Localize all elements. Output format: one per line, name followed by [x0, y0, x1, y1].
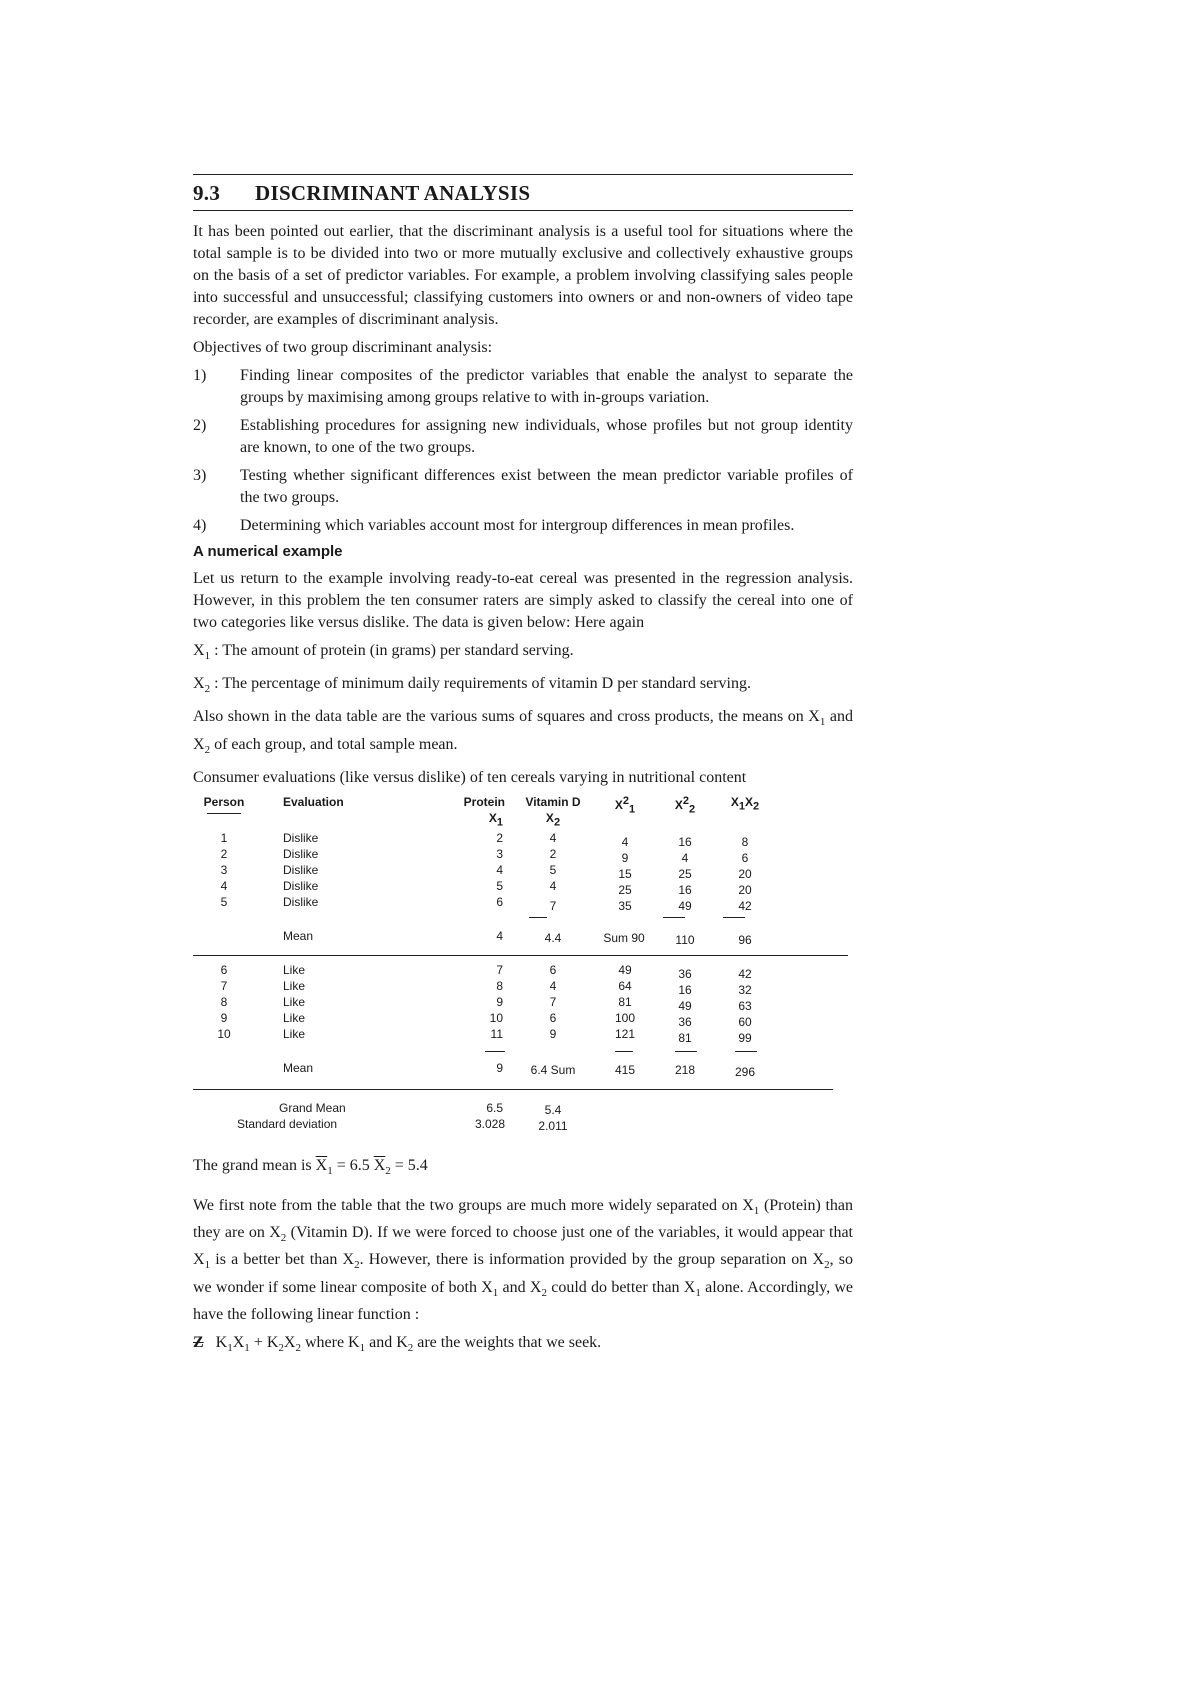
cell-x1: 6.5 — [486, 1100, 503, 1115]
cell-x1sq: 121 — [614, 1026, 636, 1041]
cell-x1sq: 49 — [618, 962, 632, 977]
section-title: DISCRIMINANT ANALYSIS — [255, 181, 531, 205]
subscript: 2 — [204, 683, 211, 696]
text-run: Also shown in the data table are the various sums of squares and cross products, the means on X — [193, 708, 820, 726]
subscript: 2 — [204, 743, 211, 756]
group-divider — [193, 955, 848, 956]
header-vitamin: Vitamin D — [525, 794, 581, 809]
cell-x1: 2 — [496, 830, 503, 845]
cell-x1sq: 4 — [621, 834, 629, 849]
cell-person: 4 — [220, 878, 228, 893]
cell-x1: 3 — [496, 846, 503, 861]
cell-evaluation: Dislike — [283, 862, 319, 877]
cell-x2sq: 36 — [678, 1014, 692, 1029]
cell-evaluation: Like — [283, 1010, 306, 1025]
subscript: 1 — [753, 1205, 760, 1218]
cell-x1: 6 — [496, 894, 503, 909]
subscript: 2 — [541, 1286, 547, 1299]
cell-x1: 11 — [490, 1026, 503, 1041]
superscript: 2 — [622, 794, 629, 807]
subscript: 1 — [244, 1341, 250, 1354]
text-run: are the weights that we seek. — [413, 1333, 602, 1351]
text-run: could do better than X — [546, 1278, 696, 1296]
cell-x2: 6 — [549, 1010, 557, 1025]
cell-x1sq: Sum 90 — [603, 930, 645, 945]
cell-evaluation: Dislike — [283, 878, 319, 893]
cell-evaluation: Dislike — [283, 894, 319, 909]
cell-person: 10 — [217, 1026, 231, 1041]
heading-rule — [193, 210, 853, 211]
cell-x1x2: 20 — [738, 866, 752, 881]
cell-x1sq: 64 — [618, 978, 632, 993]
text-run: and K — [365, 1333, 408, 1351]
subscript: 2 — [824, 1259, 830, 1272]
x-bar: $\overline{X}$ — [315, 1156, 328, 1174]
text-run: X — [232, 1333, 245, 1351]
cell-person: 8 — [220, 994, 228, 1009]
cell-x2: 7 — [549, 994, 557, 1009]
sum-line — [615, 1051, 633, 1052]
cell-x1x2: 6 — [741, 850, 749, 865]
cell-person: 3 — [220, 862, 228, 877]
linear-function-formula — [193, 1332, 853, 1359]
subscript: 1 — [359, 1341, 366, 1354]
subscript: 1 — [629, 803, 636, 816]
cell-person: 9 — [220, 1010, 228, 1025]
list-item — [193, 515, 853, 537]
text-run: alone. Accordingly, we have the following linear function : — [193, 1278, 854, 1323]
section-number: 9.3 — [193, 181, 221, 205]
text-run: where K — [300, 1333, 360, 1351]
text-run: + — [249, 1333, 267, 1351]
header-text: X — [674, 797, 683, 812]
header-x2-squared — [663, 795, 707, 815]
list-number: 1) — [193, 367, 207, 384]
text-run: is a better bet than X — [210, 1251, 355, 1269]
text-run: = 6.5 — [332, 1156, 374, 1174]
subscript: 2 — [753, 800, 760, 813]
x-bar: $\overline{X}$ — [373, 1156, 386, 1174]
header-x1x2 — [723, 795, 767, 812]
subscript: 2 — [385, 1164, 391, 1177]
cell-x2: 4 — [549, 878, 557, 893]
subscript: 1 — [819, 716, 826, 729]
cell-person: 5 — [220, 894, 228, 909]
subscript: 2 — [280, 1232, 287, 1245]
cell-x1sq: 100 — [614, 1010, 636, 1025]
header-person: Person — [203, 794, 245, 809]
x2-definition-text: : The percentage of minimum daily requirements of vitamin D per standard serving. — [210, 675, 751, 693]
list-number: 3) — [193, 467, 207, 484]
cell-evaluation: Dislike — [283, 846, 319, 861]
list-text: Determining which variables account most for intergroup differences in mean profiles. — [240, 517, 795, 534]
cell-x1x2: 8 — [741, 834, 749, 849]
text-run: and X — [193, 708, 853, 753]
objectives-intro: Objectives of two group discriminant analysis: — [193, 339, 493, 356]
list-item — [193, 415, 853, 459]
cell-x2sq: 25 — [678, 866, 692, 881]
cell-x2sq: 16 — [678, 982, 692, 997]
cell-x2: 4 — [549, 830, 557, 845]
intro-paragraph: It has been pointed out earlier, that the discriminant analysis is a useful tool for situations where the total sample is to be divided into two or more mutually exclusive and collectively exhaustive groups on the basis of a set of predictor variables. For example, a problem involving classifying sales people into successful and unsuccessful; classifying customers into owners or and non-owners of video tape recorder, are examples of discriminant analysis. — [193, 223, 853, 328]
table-caption: Consumer evaluations (like versus dislike) of ten cereals varying in nutritional content — [193, 768, 747, 786]
cell-evaluation: Like — [283, 994, 306, 1009]
sum-line — [529, 917, 547, 918]
grand-mean-statement — [193, 1157, 853, 1177]
text-run: , so we wonder if some linear composite of both X — [193, 1251, 853, 1296]
subscript: 1 — [327, 1164, 333, 1177]
header-x1 — [463, 811, 503, 828]
header-text: X — [488, 810, 497, 825]
cell-x1x2: 42 — [738, 966, 752, 981]
cell-x2: 2 — [549, 846, 557, 861]
cell-person: 2 — [220, 846, 228, 861]
data-table — [193, 795, 853, 1147]
cell-x1: 4 — [496, 928, 503, 943]
cell-x1: 3.028 — [474, 1116, 505, 1131]
subscript: 2 — [407, 1341, 414, 1354]
cell-x2sq: 16 — [678, 834, 692, 849]
example-heading: A numerical example — [193, 543, 343, 560]
header-text: X — [730, 794, 739, 809]
sums-paragraph — [193, 706, 853, 760]
cell-person: 6 — [220, 962, 228, 977]
cell-person: 7 — [220, 978, 228, 993]
subscript: 1 — [492, 1286, 499, 1299]
cell-x1sq: 9 — [621, 850, 629, 865]
cell-x1: 9 — [496, 994, 503, 1009]
list-text: Testing whether significant differences exist between the mean predictor variable profiles of the two groups. — [240, 467, 853, 506]
cell-x1x2: 296 — [734, 1064, 756, 1079]
text-run: The grand mean is — [193, 1156, 316, 1174]
cell-evaluation: Like — [283, 978, 306, 993]
text-run: X — [283, 1333, 296, 1351]
list-text: Finding linear composites of the predictor variables that enable the analyst to separate the groups by maximising among groups relative to with in-groups variation. — [240, 367, 853, 406]
cell-x2sq: 49 — [678, 998, 692, 1013]
formula-z: Z — [193, 1333, 204, 1351]
subscript: 1 — [227, 1341, 233, 1354]
header-x1-squared — [603, 795, 647, 815]
list-number: 2) — [193, 417, 207, 434]
cell-x1: 8 — [496, 978, 503, 993]
cell-x2sq: 110 — [675, 932, 695, 947]
cell-x1: 4 — [496, 862, 503, 877]
cell-evaluation: Like — [283, 962, 306, 977]
objectives-list — [193, 365, 853, 537]
cell-mean-label: Mean — [283, 1060, 314, 1075]
cell-x1: 10 — [489, 1010, 503, 1025]
cell-x2sq: 81 — [678, 1030, 692, 1045]
subscript: 2 — [354, 1259, 360, 1272]
header-text: X — [614, 797, 623, 812]
subscript: 1 — [204, 1259, 211, 1272]
list-item — [193, 465, 853, 509]
cell-x2sq: 36 — [678, 966, 692, 981]
subscript: 1 — [695, 1286, 701, 1299]
header-x2 — [523, 811, 583, 828]
header-underline — [207, 813, 241, 814]
cell-grand-mean-label: Grand Mean — [279, 1100, 346, 1115]
list-text: Establishing procedures for assigning new individuals, whose profiles but not group identity are known, to one of the two groups. — [240, 417, 853, 456]
cell-x1sq: 415 — [614, 1062, 636, 1077]
text-run: K — [215, 1333, 228, 1351]
subscript: 1 — [738, 800, 745, 813]
cell-x2sq: 49 — [678, 898, 692, 913]
subscript: 2 — [278, 1341, 284, 1354]
cell-x1x2: 99 — [738, 1030, 752, 1045]
text-run: We first note from the table that the two groups are much more widely separated on X — [193, 1196, 754, 1214]
sum-line — [663, 917, 685, 918]
list-item — [193, 365, 853, 409]
sum-line — [723, 917, 745, 918]
subscript: 2 — [553, 816, 561, 829]
sum-line — [675, 1051, 697, 1052]
cell-x2sq: 16 — [678, 882, 692, 897]
text-run: K — [266, 1333, 279, 1351]
text-run: of each group, and total sample mean. — [210, 735, 458, 753]
cell-x1sq: 15 — [618, 866, 632, 881]
cell-x1sq: 81 — [618, 994, 632, 1009]
cell-x1x2: 42 — [738, 898, 752, 913]
cell-x1sq: 35 — [618, 898, 632, 913]
text-run: (Vitamin D). If we were forced to choose just one of the variables, it would appear that X — [193, 1224, 853, 1269]
subscript: 2 — [295, 1341, 301, 1354]
text-run: and X — [498, 1278, 542, 1296]
example-paragraph: Let us return to the example involving ready-to-eat cereal was presented in the regression analysis. However, in this problem the ten consumer raters are simply asked to classify the cereal into one of two categories like versus dislike. The data is given below: Here again — [193, 570, 853, 631]
sum-line — [485, 1051, 505, 1052]
x1-definition-text: : The amount of protein (in grams) per standard serving. — [210, 642, 574, 659]
cell-x2: 5 — [549, 862, 557, 877]
cell-x1: 9 — [496, 1060, 503, 1075]
cell-x2: 4 — [549, 978, 557, 993]
sum-line — [735, 1051, 757, 1052]
document-page — [193, 174, 853, 1359]
cell-x2sq: 218 — [674, 1062, 696, 1077]
cell-x1: 7 — [496, 962, 503, 977]
x2-definition: $X_2$ : The percentage of minimum daily requirements of vitamin D per standard serving. — [193, 675, 751, 696]
cell-x2: 6.4 Sum — [530, 1062, 576, 1077]
cell-x1: 5 — [496, 878, 503, 893]
cell-x2: 5.4 — [544, 1102, 562, 1117]
text-run: . However, there is information provided by the group separation on X — [359, 1251, 825, 1269]
closing-paragraph — [193, 1195, 853, 1326]
cell-x1x2: 20 — [738, 882, 752, 897]
superscript: 2 — [682, 794, 689, 807]
cell-x1x2: 96 — [738, 932, 752, 947]
header-text: X — [545, 810, 554, 825]
cell-x1sq: 25 — [618, 882, 632, 897]
header-evaluation: Evaluation — [283, 794, 344, 809]
cell-x2: 4.4 — [544, 930, 562, 945]
cell-x2: 9 — [549, 1026, 557, 1041]
header-text: X — [745, 794, 754, 809]
cell-evaluation: Like — [283, 1026, 306, 1041]
section-heading — [193, 175, 853, 210]
cell-x2: 6 — [549, 962, 557, 977]
cell-x2sq: 4 — [681, 850, 689, 865]
text-run: (Protein) than they are on X — [193, 1196, 853, 1242]
cell-mean-label: Mean — [283, 928, 314, 943]
table-bottom-rule — [193, 1089, 833, 1090]
cell-evaluation: Dislike — [283, 830, 319, 845]
cell-x2: 2.011 — [538, 1118, 568, 1133]
subscript: 1 — [204, 650, 211, 663]
header-protein: Protein — [463, 794, 505, 809]
subscript: 1 — [496, 816, 503, 829]
subscript: 2 — [689, 803, 696, 816]
cell-std-dev-label: Standard deviation — [237, 1116, 338, 1131]
cell-x1x2: 32 — [738, 982, 752, 997]
cell-x2: 7 — [549, 898, 557, 913]
cell-x1x2: 60 — [738, 1014, 752, 1029]
text-run: = 5.4 — [390, 1156, 428, 1174]
cell-x1x2: 63 — [738, 998, 752, 1013]
list-number: 4) — [193, 517, 207, 534]
x1-definition: $X_1$ : The amount of protein (in grams) per standard serving. — [193, 642, 574, 663]
cell-person: 1 — [220, 830, 228, 845]
